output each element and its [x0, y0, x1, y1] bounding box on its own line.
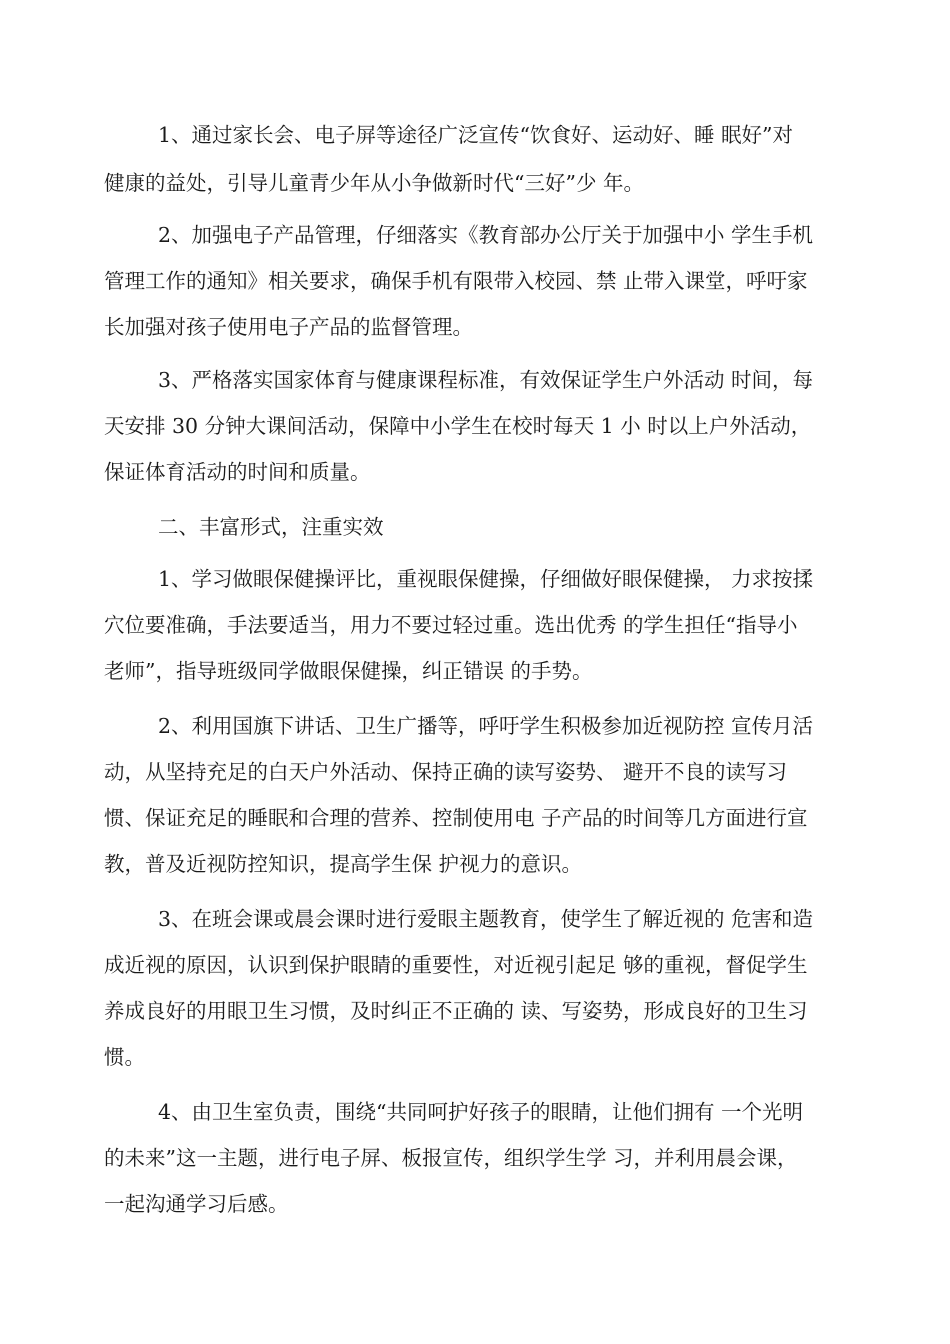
paragraph-3-line-3: 保证体育活动的时间和质量。	[104, 460, 371, 484]
paragraph-1-line-1: 1、通过家长会、电子屏等途径广泛宣传“饮食好、运动好、睡 眠好”对	[158, 123, 794, 147]
paragraph-4-line-3: 老师”，指导班级同学做眼保健操，纠正错误 的手势。	[104, 659, 593, 683]
section-heading-2: 二、丰富形式，注重实效	[158, 515, 384, 539]
paragraph-6-line-4: 惯。	[104, 1045, 145, 1069]
paragraph-7-line-1: 4、由卫生室负责，围绕“共同呵护好孩子的眼睛，让他们拥有 一个光明	[158, 1100, 804, 1124]
paragraph-5-line-1: 2、利用国旗下讲话、卫生广播等，呼吁学生积极参加近视防控 宣传月活	[158, 714, 814, 738]
paragraph-2-line-2: 管理工作的通知》相关要求，确保手机有限带入校园、禁 止带入课堂，呼吁家	[104, 269, 808, 293]
paragraph-7-line-3: 一起沟通学习后感。	[104, 1192, 289, 1216]
paragraph-6-line-1: 3、在班会课或晨会课时进行爱眼主题教育，使学生了解近视的 危害和造	[158, 907, 814, 931]
paragraph-4-line-2: 穴位要准确，手法要适当，用力不要过轻过重。选出优秀 的学生担任“指导小	[104, 613, 798, 637]
paragraph-5-line-2: 动，从坚持充足的白天户外活动、保持正确的读写姿势、 避开不良的读写习	[104, 760, 788, 784]
paragraph-5-line-3: 惯、保证充足的睡眠和合理的营养、控制使用电 子产品的时间等几方面进行宣	[104, 806, 808, 830]
paragraph-2-line-3: 长加强对孩子使用电子产品的监督管理。	[104, 315, 473, 339]
paragraph-3-line-1: 3、严格落实国家体育与健康课程标准，有效保证学生户外活动 时间，每	[158, 368, 814, 392]
paragraph-6-line-3: 养成良好的用眼卫生习惯，及时纠正不正确的 读、写姿势，形成良好的卫生习	[104, 999, 808, 1023]
paragraph-3-line-2: 天安排 30 分钟大课间活动，保障中小学生在校时每天 1 小 时以上户外活动，	[104, 414, 812, 438]
paragraph-5-line-4: 教，普及近视防控知识，提高学生保 护视力的意识。	[104, 852, 583, 876]
paragraph-2-line-1: 2、加强电子产品管理，仔细落实《教育部办公厅关于加强中小 学生手机	[158, 223, 814, 247]
paragraph-6-line-2: 成近视的原因，认识到保护眼睛的重要性，对近视引起足 够的重视，督促学生	[104, 953, 808, 977]
paragraph-4-line-1: 1、学习做眼保健操评比，重视眼保健操，仔细做好眼保健操， 力求按揉	[158, 567, 814, 591]
paragraph-1-line-2: 健康的益处，引导儿童青少年从小争做新时代“三好”少 年。	[104, 171, 644, 195]
paragraph-7-line-2: 的未来”这一主题，进行电子屏、板报宣传，组织学生学 习，并利用晨会课，	[104, 1146, 798, 1170]
